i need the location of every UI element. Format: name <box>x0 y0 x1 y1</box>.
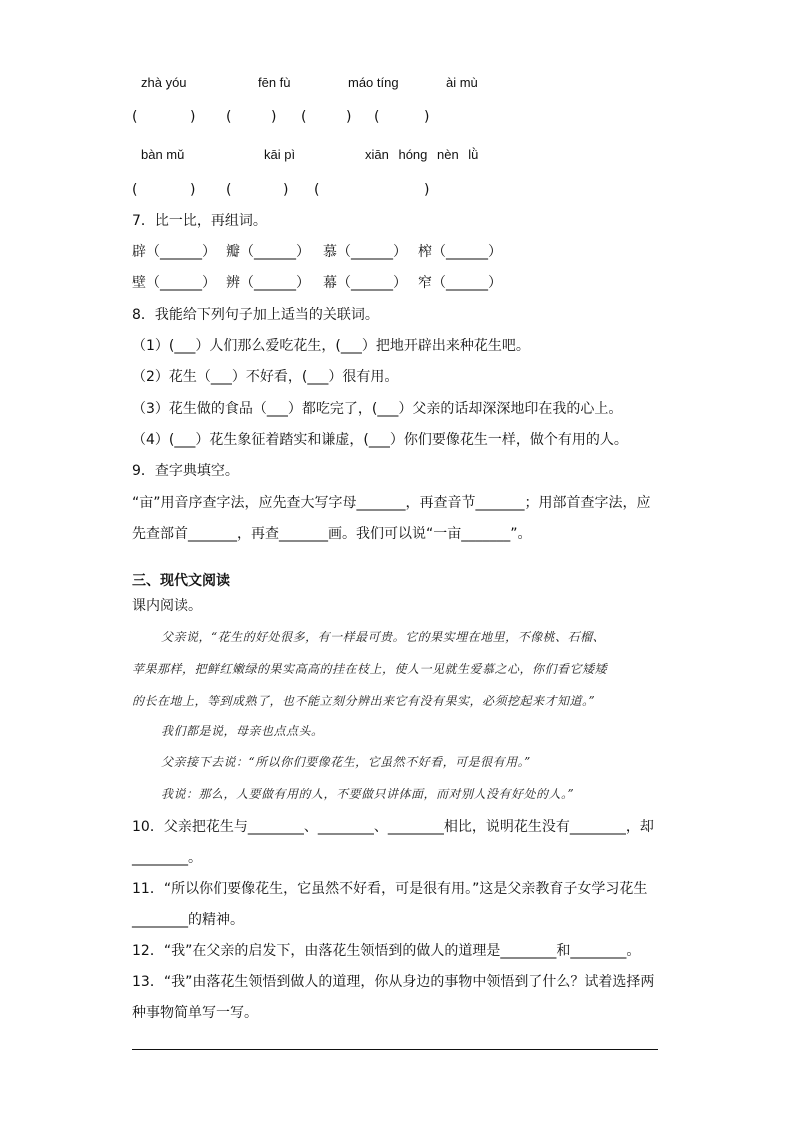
answer-paren: ) <box>271 109 277 125</box>
answer-paren: ) <box>283 182 289 198</box>
question-9-line-1: “亩”用音序查字法，应先查大写字母_______，再查音节_______；用部首查字法，应 <box>132 495 651 511</box>
section-heading: 三、现代文阅读 <box>132 573 230 589</box>
pinyin-2-2: kāi pì <box>264 147 296 162</box>
question-13-line-2: 种事物简单写一写。 <box>132 1005 258 1021</box>
q7-item: 窄（______） <box>418 275 502 291</box>
pinyin-2-3: xiān hóng nèn lǜ <box>365 147 479 162</box>
pinyin-1-4: ài mù <box>446 75 478 90</box>
q8-item: （1）(___）人们那么爱吃花生，(___）把地开辟出来种花生吧。 <box>132 338 530 354</box>
answer-paren: ( <box>132 182 138 198</box>
answer-paren: ( <box>314 182 320 198</box>
question-10-line-1: 10．父亲把花生与________、________、________相比，说明花生没有________，却 <box>132 819 654 835</box>
passage-line: 父亲接下去说：“所以你们要像花生，它虽然不好看，可是很有用。” <box>161 755 531 769</box>
passage-line: 的长在地上，等到成熟了，也不能立刻分辨出来它有没有果实，必须挖起来才知道。” <box>132 694 596 708</box>
pinyin-2-1: bàn mǔ <box>141 147 185 162</box>
passage-line: 我说：那么，人要做有用的人，不要做只讲体面，而对别人没有好处的人。” <box>161 787 575 801</box>
question-11-line-1: 11．“所以你们要像花生，它虽然不好看，可是很有用。”这是父亲教育子女学习花生 <box>132 881 648 897</box>
q7-item: 幕（______） <box>323 275 407 291</box>
section-subheading: 课内阅读。 <box>132 598 202 614</box>
answer-paren: ) <box>346 109 352 125</box>
q8-item: （4）(___）花生象征着踏实和谦虚，(___）你们要像花生一样，做个有用的人。 <box>132 432 628 448</box>
q7-item: 辨（______） <box>226 275 310 291</box>
answer-paren: ) <box>190 182 196 198</box>
question-9-line-2: 先查部首_______，再查_______画。我们可以说“一亩_______”。 <box>132 526 532 542</box>
question-8-title: 8．我能给下列句子加上适当的关联词。 <box>132 307 379 323</box>
question-10-line-2: ________。 <box>132 850 202 866</box>
passage-line: 苹果那样，把鲜红嫩绿的果实高高的挂在枝上，使人一见就生爱慕之心，你们看它矮矮 <box>132 662 608 676</box>
q7-item: 辟（______） <box>132 244 216 260</box>
answer-paren: ) <box>424 182 430 198</box>
answer-paren: ( <box>374 109 380 125</box>
passage-line: 我们都是说，母亲也点点头。 <box>161 724 324 738</box>
q8-item: （2）花生（___）不好看，(___）很有用。 <box>132 369 399 385</box>
pinyin-1-2: fēn fù <box>258 75 291 90</box>
answer-paren: ( <box>132 109 138 125</box>
q7-item: 瓣（______） <box>226 244 310 260</box>
pinyin-1-1: zhà yóu <box>141 75 187 90</box>
answer-paren: ( <box>301 109 307 125</box>
passage-line: 父亲说，“花生的好处很多，有一样最可贵。它的果实埋在地里，不像桃、石榴、 <box>161 630 606 644</box>
q7-item: 慕（______） <box>323 244 407 260</box>
question-9-title: 9．查字典填空。 <box>132 463 239 479</box>
question-13-line-1: 13．“我”由落花生领悟到做人的道理，你从身边的事物中领悟到了什么？试着选择两 <box>132 974 655 990</box>
question-7-title: 7．比一比，再组词。 <box>132 213 267 229</box>
pinyin-1-3: máo tíng <box>348 75 399 90</box>
answer-paren: ( <box>226 109 232 125</box>
answer-paren: ( <box>226 182 232 198</box>
answer-line[interactable] <box>132 1049 658 1050</box>
answer-paren: ) <box>190 109 196 125</box>
question-12-line-1: 12．“我”在父亲的启发下，由落花生领悟到的做人的道理是________和________。 <box>132 943 641 959</box>
q8-item: （3）花生做的食品（___）都吃完了，(___）父亲的话却深深地印在我的心上。 <box>132 401 623 417</box>
question-11-line-2: ________的精神。 <box>132 912 244 928</box>
q7-item: 榨（______） <box>418 244 502 260</box>
q7-item: 壁（______） <box>132 275 216 291</box>
answer-paren: ) <box>424 109 430 125</box>
